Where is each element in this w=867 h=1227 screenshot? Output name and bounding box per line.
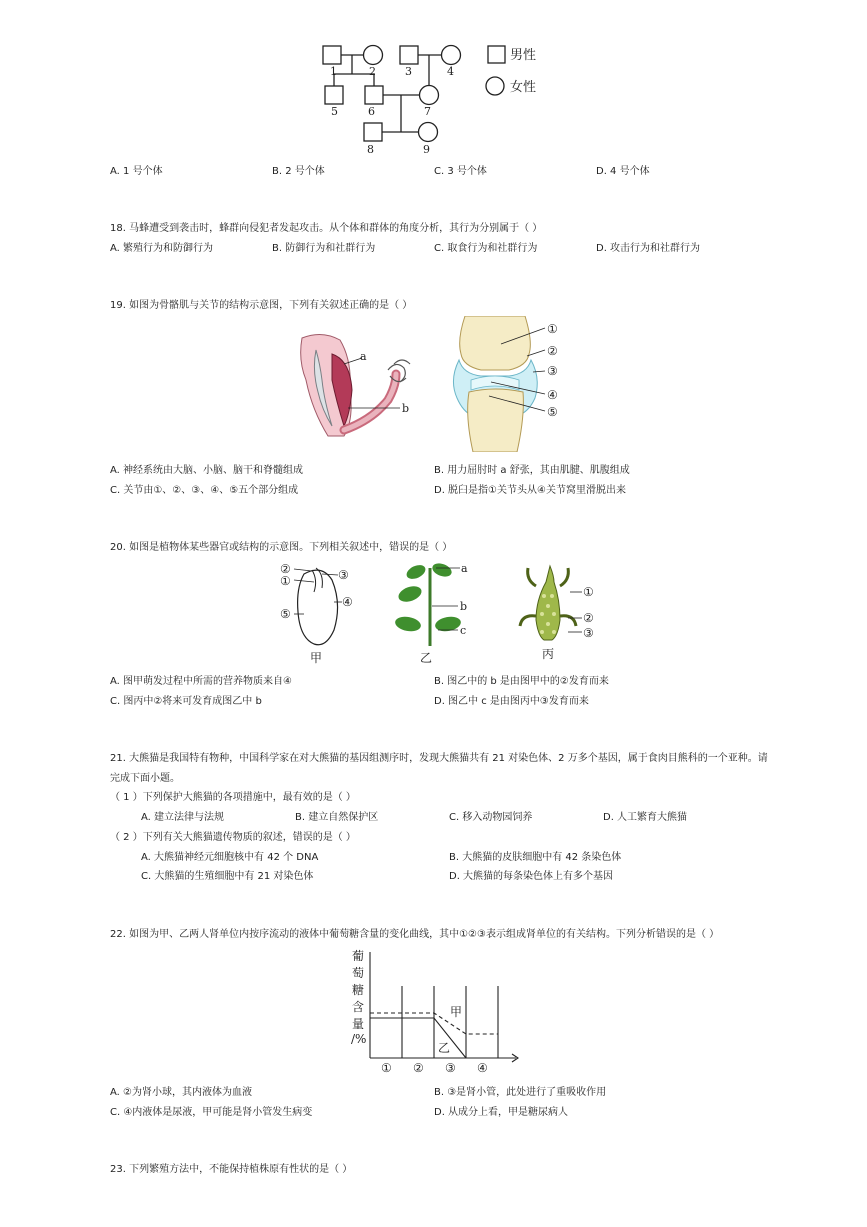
q21-sub1-option-a[interactable]: A. 建立法律与法规 [141, 812, 225, 823]
joint-figure [445, 316, 570, 452]
pedigree-number: 7 [424, 105, 431, 118]
joint-label-4: ④ [547, 388, 558, 402]
x-label-4: ④ [477, 1061, 488, 1075]
q21-sub1-option-d[interactable]: D. 人工繁育大熊猫 [603, 812, 688, 823]
bud-label-1: ① [583, 585, 594, 599]
q18-stem: 18. 马蜂遭受到袭击时，蜂群向侵犯者发起攻击。从个体和群体的角度分析，其行为分别属于（ ） [110, 223, 543, 234]
pedigree-number: 1 [330, 65, 337, 78]
q21-sub2-stem: （ 2 ）下列有关大熊猫遗传物质的叙述，错误的是（ ） [110, 832, 356, 843]
q18-option-b[interactable]: B. 防御行为和社群行为 [272, 243, 376, 254]
q17-option-d[interactable]: D. 4 号个体 [596, 166, 650, 177]
x-label-3: ③ [445, 1061, 456, 1075]
q19-option-a[interactable]: A. 神经系统由大脑、小脑、脑干和脊髓组成 [110, 465, 304, 476]
q22-stem: 22. 如图为甲、乙两人肾单位内按序流动的液体中葡萄糖含量的变化曲线，其中①②③表示组成肾单位的有关结构。下列分析错误的是（ ） [110, 929, 720, 940]
seed-label-4: ④ [342, 595, 353, 609]
seed-label-3: ③ [338, 568, 349, 582]
seed-caption: 甲 [310, 651, 323, 665]
q21-stem-line1: 21. 大熊猫是我国特有物种，中国科学家在对大熊猫的基因组测序时，发现大熊猫共有 21 对染色体、2 万多个基因，属于食肉目熊科的一个亚种。请 [110, 753, 768, 764]
q23-stem: 23. 下列繁殖方法中，不能保持植株原有性状的是（ ） [110, 1164, 353, 1175]
ylabel-char: 量 [352, 1017, 365, 1031]
legend-male-label: 男性 [510, 48, 537, 63]
glucose-curve-figure [340, 944, 530, 1076]
pedigree-number: 9 [423, 143, 430, 156]
joint-label-1: ① [547, 322, 558, 336]
q20-option-d[interactable]: D. 图乙中 c 是由图丙中③发育而来 [434, 696, 589, 707]
x-label-1: ① [381, 1061, 392, 1075]
arm-label-a: a [360, 350, 367, 363]
q18-option-d[interactable]: D. 攻击行为和社群行为 [596, 243, 701, 254]
seed-figure [278, 560, 368, 668]
curve-label-yi: 乙 [438, 1041, 451, 1055]
bud-label-3: ③ [583, 626, 594, 640]
q21-sub1-option-b[interactable]: B. 建立自然保护区 [295, 812, 379, 823]
legend-female-label: 女性 [510, 80, 537, 95]
arm-muscle-figure [292, 330, 422, 442]
q19-option-c[interactable]: C. 关节由①、②、③、④、⑤五个部分组成 [110, 485, 299, 496]
pedigree-diagram [310, 38, 570, 160]
q18-option-c[interactable]: C. 取食行为和社群行为 [434, 243, 538, 254]
arm-label-b: b [402, 402, 410, 415]
seed-label-5: ⑤ [280, 607, 291, 621]
q19-option-b[interactable]: B. 用力屈肘时 a 舒张，其由肌腱、肌腹组成 [434, 465, 630, 476]
bud-figure [508, 560, 608, 668]
q21-sub2-option-a[interactable]: A. 大熊猫神经元细胞核中有 42 个 DNA [141, 852, 319, 863]
q21-sub1-option-c[interactable]: C. 移入动物园饲养 [449, 812, 533, 823]
q22-option-b[interactable]: B. ③是肾小管，此处进行了重吸收作用 [434, 1087, 607, 1098]
q20-option-b[interactable]: B. 图乙中的 b 是由图甲中的②发育而来 [434, 676, 609, 687]
q18-option-a[interactable]: A. 繁殖行为和防御行为 [110, 243, 214, 254]
q19-stem: 19. 如图为骨骼肌与关节的结构示意图，下列有关叙述正确的是（ ） [110, 300, 413, 311]
curve-label-jia: 甲 [450, 1005, 463, 1019]
plant-label-a: a [461, 562, 468, 575]
joint-label-2: ② [547, 344, 558, 358]
pedigree-number: 6 [368, 105, 375, 118]
q21-stem-line2: 完成下面小题。 [110, 773, 180, 784]
pedigree-number: 2 [369, 65, 376, 78]
q21-sub2-option-d[interactable]: D. 大熊猫的每条染色体上有多个基因 [449, 871, 614, 882]
bud-caption: 丙 [542, 647, 555, 661]
x-label-2: ② [413, 1061, 424, 1075]
q20-stem: 20. 如图是植物体某些器官或结构的示意图。下列相关叙述中，错误的是（ ） [110, 542, 453, 553]
q22-option-d[interactable]: D. 从成分上看，甲是糖尿病人 [434, 1107, 569, 1118]
q17-option-a[interactable]: A. 1 号个体 [110, 166, 163, 177]
plant-caption: 乙 [420, 651, 433, 665]
ylabel-char: 含 [352, 1000, 365, 1014]
q20-option-c[interactable]: C. 图丙中②将来可发育成图乙中 b [110, 696, 262, 707]
pedigree-number: 3 [405, 65, 412, 78]
joint-label-5: ⑤ [547, 405, 558, 419]
q20-option-a[interactable]: A. 图甲萌发过程中所需的营养物质来自④ [110, 676, 292, 687]
ylabel-char: 萄 [352, 966, 365, 980]
q17-option-b[interactable]: B. 2 号个体 [272, 166, 325, 177]
pedigree-number: 8 [367, 143, 374, 156]
ylabel-char: 葡 [352, 949, 365, 963]
q21-sub2-option-c[interactable]: C. 大熊猫的生殖细胞中有 21 对染色体 [141, 871, 314, 882]
plant-figure [388, 560, 478, 668]
plant-label-b: b [460, 600, 468, 613]
pedigree-number: 4 [447, 65, 454, 78]
q22-option-c[interactable]: C. ④内液体是尿液，甲可能是肾小管发生病变 [110, 1107, 313, 1118]
ylabel-char: /% [351, 1032, 367, 1046]
ylabel-char: 糖 [352, 983, 365, 997]
plant-label-c: c [460, 624, 467, 637]
q22-option-a[interactable]: A. ②为肾小球，其内液体为血液 [110, 1087, 252, 1098]
q19-option-d[interactable]: D. 脱臼是指①关节头从④关节窝里滑脱出来 [434, 485, 626, 496]
pedigree-number: 5 [331, 105, 338, 118]
seed-label-1: ① [280, 574, 291, 588]
seed-label-2: ② [280, 562, 291, 576]
q17-option-c[interactable]: C. 3 号个体 [434, 166, 487, 177]
q21-sub1-stem: （ 1 ）下列保护大熊猫的各项措施中，最有效的是（ ） [110, 792, 356, 803]
q21-sub2-option-b[interactable]: B. 大熊猫的皮肤细胞中有 42 条染色体 [449, 852, 622, 863]
joint-label-3: ③ [547, 364, 558, 378]
bud-label-2: ② [583, 611, 594, 625]
